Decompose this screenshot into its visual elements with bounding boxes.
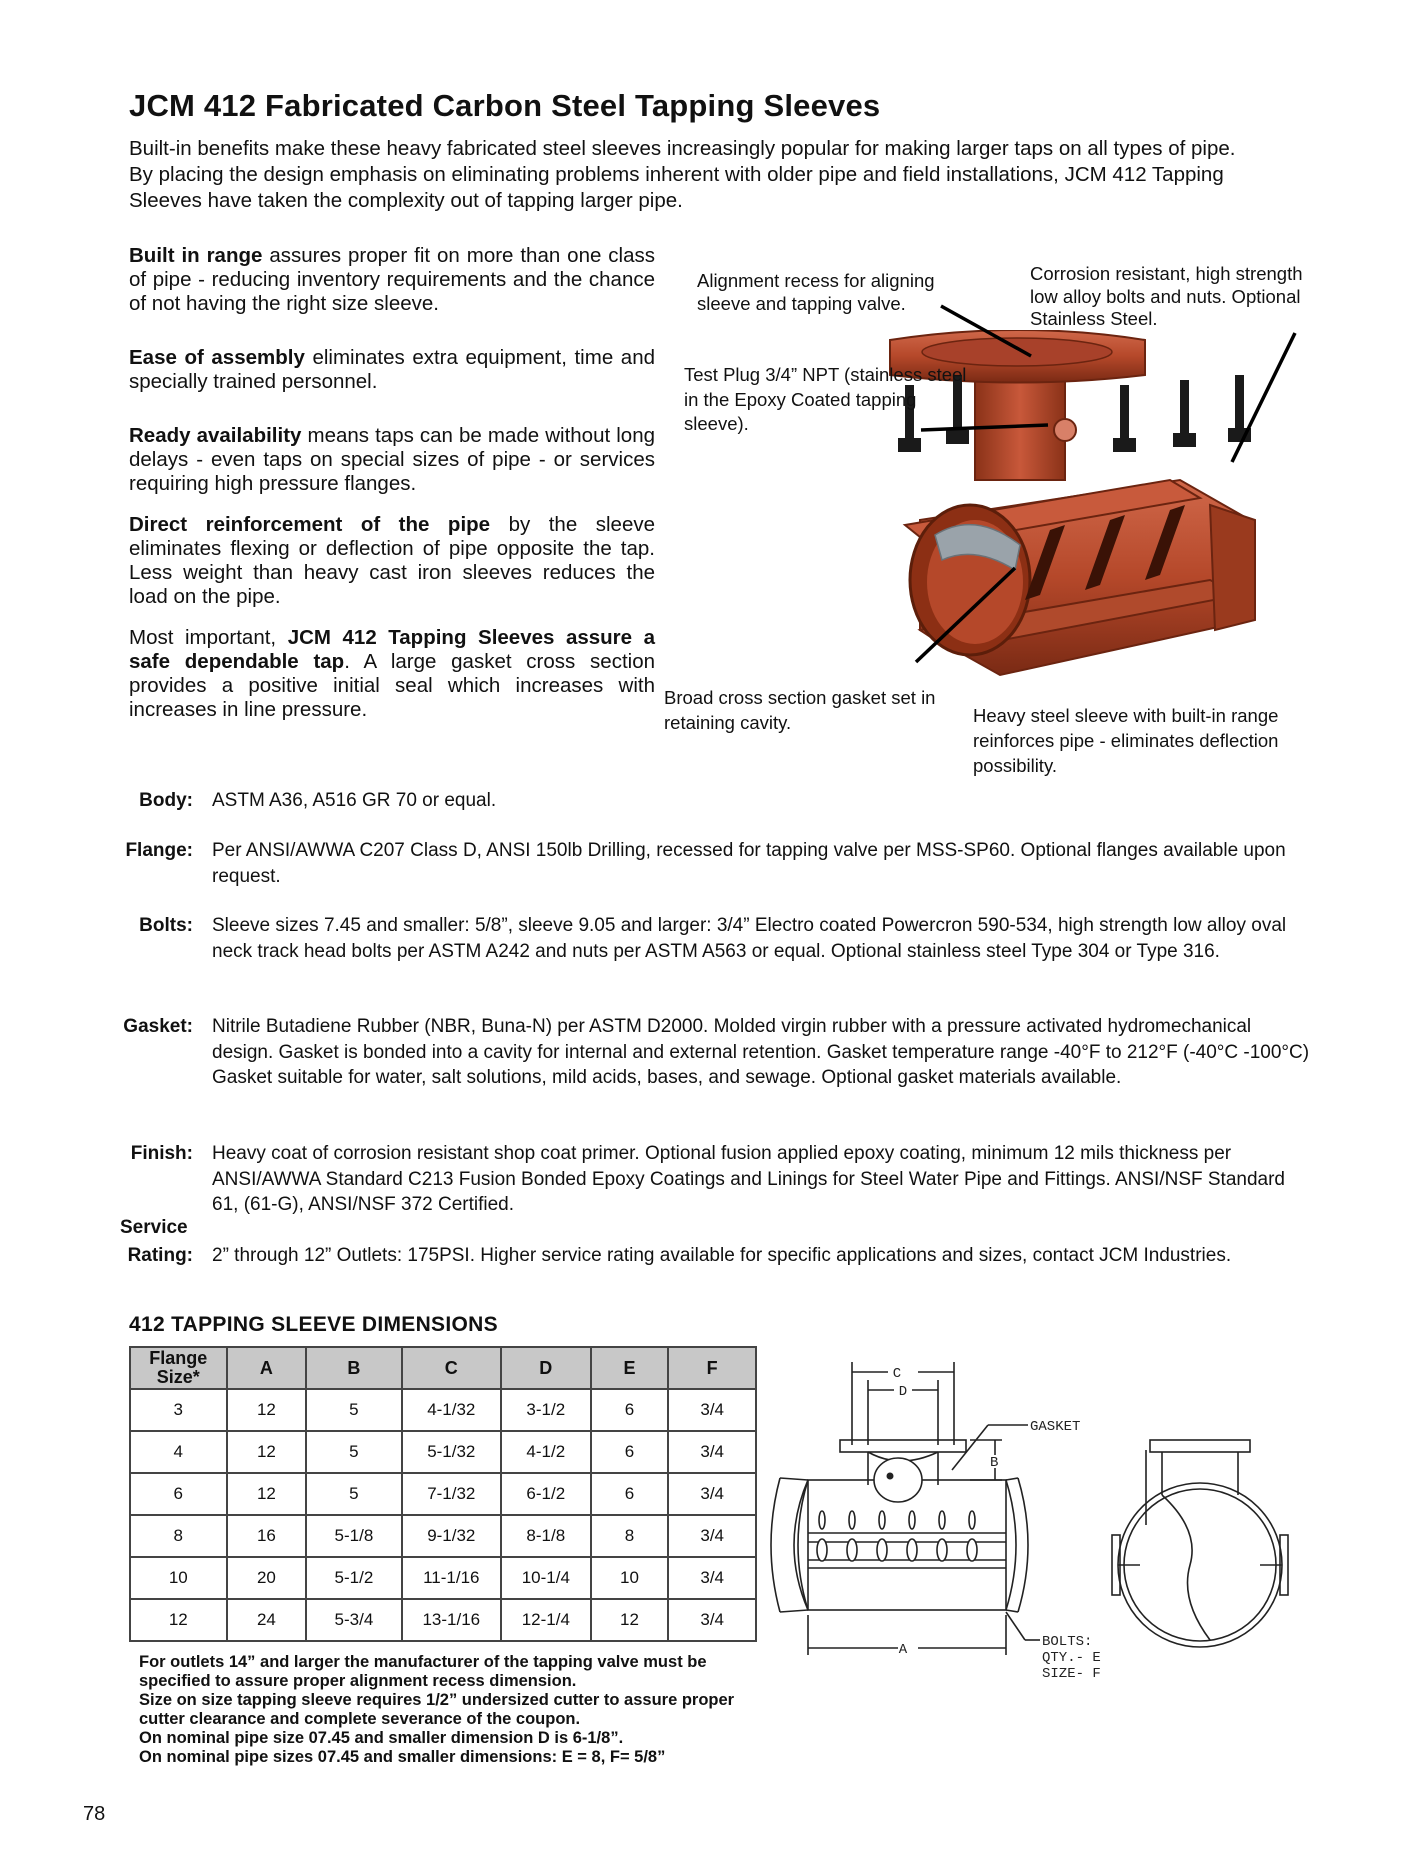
label-b: B — [990, 1455, 999, 1471]
table-row — [130, 1599, 756, 1641]
label-gasket: GASKET — [1030, 1419, 1081, 1435]
intro-paragraph: Built-in benefits make these heavy fabricated steel sleeves increasingly popular for making larger taps on all types of pipe. By placing the design emphasis on eliminating problems inherent with older pipe and field installations, JCM 412 Tapping Sleeves have taken the complexity out of tapping larger pipe. — [129, 137, 1236, 212]
table-row — [130, 1431, 756, 1473]
table-cell: 20 — [227, 1557, 307, 1599]
table-cell: 9-1/32 — [402, 1515, 501, 1557]
table-cell: 16 — [227, 1515, 307, 1557]
table-cell: 4-1/2 — [501, 1431, 591, 1473]
table-cell: 3/4 — [668, 1557, 756, 1599]
table-cell: 5 — [306, 1473, 401, 1515]
dimension-drawing — [770, 1350, 1410, 1680]
table-cell: 5 — [306, 1431, 401, 1473]
dimension-notes — [139, 1653, 759, 1767]
table-cell: 6 — [591, 1431, 669, 1473]
spec-label-finish: Finish: — [130, 1143, 193, 1164]
table-cell: 12 — [130, 1599, 227, 1641]
table-cell: 3/4 — [668, 1473, 756, 1515]
spec-text-body: ASTM A36, A516 GR 70 or equal. — [212, 790, 497, 811]
spec-label-flange: Flange: — [125, 840, 193, 861]
spec-text-bolts: Sleeve sizes 7.45 and smaller: 5/8”, sleeve 9.05 and larger: 3/4” Electro coated Powercron 590-534, high strength low alloy oval neck track head bolts per ASTM A242 and nuts per ASTM A563 or equal. Optional stainless steel Type 304 or Type 316. — [212, 915, 1287, 962]
table-cell: 12 — [227, 1473, 307, 1515]
table-row — [130, 1557, 756, 1599]
table-row — [130, 1473, 756, 1515]
table-cell: 6-1/2 — [501, 1473, 591, 1515]
table-cell: 4 — [130, 1431, 227, 1473]
column-header: B — [306, 1347, 401, 1389]
table-cell: 8 — [591, 1515, 669, 1557]
table-cell: 6 — [130, 1473, 227, 1515]
table-cell: 3/4 — [668, 1599, 756, 1641]
table-cell: 13-1/16 — [402, 1599, 501, 1641]
table-cell: 5 — [306, 1389, 401, 1431]
table-cell: 3/4 — [668, 1515, 756, 1557]
table-cell: 12-1/4 — [501, 1599, 591, 1641]
label-qty: QTY.- E — [1042, 1650, 1101, 1666]
spec-text-service-rating: 2” through 12” Outlets: 175PSI. Higher service rating available for specific applications and sizes, contact JCM Industries. — [212, 1245, 1232, 1266]
table-cell: 11-1/16 — [402, 1557, 501, 1599]
label-size: SIZE- F — [1042, 1666, 1101, 1680]
table-cell: 5-1/2 — [306, 1557, 401, 1599]
column-header: C — [402, 1347, 501, 1389]
note: On nominal pipe sizes 07.45 and smaller dimensions: E = 8, F= 5/8” — [139, 1748, 666, 1766]
spec-label-gasket: Gasket: — [123, 1016, 193, 1037]
spec-label-bolts: Bolts: — [139, 915, 193, 936]
feature-pre: Most important, — [129, 626, 288, 649]
spec-label-rating: Rating: — [127, 1245, 193, 1266]
table-cell: 6 — [591, 1473, 669, 1515]
callout-heavy-steel-sleeve: Heavy steel sleeve with built-in range reinforces pipe - eliminates deflection possibility. — [973, 705, 1279, 776]
feature-text: eliminates extra equipment, time and specially trained personnel. — [129, 346, 656, 393]
table-cell: 12 — [227, 1389, 307, 1431]
callout-alignment-recess: Alignment recess for aligning sleeve and tapping valve. — [697, 270, 935, 314]
table-cell: 10-1/4 — [501, 1557, 591, 1599]
table-cell: 3 — [130, 1389, 227, 1431]
feature-lead: JCM 412 Tapping Sleeves assure a safe dependable tap — [129, 626, 656, 673]
table-cell: 4-1/32 — [402, 1389, 501, 1431]
label-d: D — [898, 1384, 908, 1400]
table-header-row — [130, 1347, 756, 1389]
table-cell: 3/4 — [668, 1431, 756, 1473]
table-cell: 7-1/32 — [402, 1473, 501, 1515]
note: On nominal pipe size 07.45 and smaller dimension D is 6-1/8”. — [139, 1729, 624, 1747]
table-cell: 24 — [227, 1599, 307, 1641]
label-a: A — [898, 1642, 908, 1658]
column-header: D — [501, 1347, 591, 1389]
feature-text: means taps can be made without long delays - even taps on special sizes of pipe - or services requiring high pressure flanges. — [129, 424, 656, 495]
table-cell: 12 — [591, 1599, 669, 1641]
spec-label-body: Body: — [139, 790, 193, 811]
table-cell: 5-3/4 — [306, 1599, 401, 1641]
dimensions-table — [129, 1346, 757, 1642]
feature-lead: Direct reinforcement of the pipe — [129, 513, 491, 536]
callout-test-plug: Test Plug 3/4” NPT (stainless steel in the Epoxy Coated tapping sleeve). — [684, 364, 967, 434]
spec-text-flange: Per ANSI/AWWA C207 Class D, ANSI 150lb Drilling, recessed for tapping valve per MSS-SP60. Optional flanges available upon request. — [212, 840, 1286, 887]
spec-text-gasket: Nitrile Butadiene Rubber (NBR, Buna-N) per ASTM D2000. Molded virgin rubber with a pressure activated hydromechanical design. Gasket is bonded into a cavity for internal and external retention. Gasket temperature range -40°F to 212°F (-40°C -100°C) Gasket suitable for water, salt solutions, mild acids, bases, and sewage. Optional gasket materials available. — [212, 1016, 1310, 1088]
column-header: Flange Size* — [130, 1347, 227, 1389]
table-cell: 5-1/32 — [402, 1431, 501, 1473]
spec-label-service: Service — [120, 1217, 188, 1238]
table-cell: 10 — [130, 1557, 227, 1599]
label-bolts: BOLTS: — [1042, 1634, 1093, 1650]
table-row — [130, 1515, 756, 1557]
table-cell: 8 — [130, 1515, 227, 1557]
table-row — [130, 1389, 756, 1431]
page-number: 78 — [83, 1803, 106, 1825]
table-cell: 5-1/8 — [306, 1515, 401, 1557]
table-cell: 12 — [227, 1431, 307, 1473]
note: Size on size tapping sleeve requires 1/2” undersized cutter to assure proper cutter clearance and complete severance of the coupon. — [139, 1691, 735, 1728]
spec-text-finish: Heavy coat of corrosion resistant shop coat primer. Optional fusion applied epoxy coating, minimum 12 mils thickness per ANSI/AWWA Standard C213 Fusion Bonded Epoxy Coatings and Linings for Steel Water Pipe and Fittings. ANSI/NSF Standard 61, (61-G), ANSI/NSF 372 Certified. — [212, 1143, 1285, 1215]
table-cell: 10 — [591, 1557, 669, 1599]
feature-text: by the sleeve eliminates flexing or deflection of pipe opposite the tap. Less weight than heavy cast iron sleeves reduces the load on the pipe. — [129, 513, 655, 608]
table-cell: 6 — [591, 1389, 669, 1431]
dimensions-title: 412 TAPPING SLEEVE DIMENSIONS — [129, 1313, 498, 1336]
callout-gasket: Broad cross section gasket set in retaining cavity. — [664, 687, 936, 733]
table-cell: 8-1/8 — [501, 1515, 591, 1557]
label-c: C — [892, 1366, 902, 1382]
column-header: A — [227, 1347, 307, 1389]
page-title: JCM 412 Fabricated Carbon Steel Tapping Sleeves — [129, 88, 881, 123]
table-cell: 3-1/2 — [501, 1389, 591, 1431]
note: For outlets 14” and larger the manufacturer of the tapping valve must be specified to assure proper alignment recess dimension. — [139, 1653, 707, 1690]
feature-lead: Ease of assembly — [129, 346, 305, 369]
callout-corrosion-resistant: Corrosion resistant, high strength low alloy bolts and nuts. Optional Stainless Steel. — [1030, 263, 1303, 329]
feature-lead: Ready availability — [129, 424, 302, 447]
feature-text: . A large gasket cross section provides a positive initial seal which increases with increases in line pressure. — [129, 650, 655, 721]
column-header: F — [668, 1347, 756, 1389]
feature-text: assures proper fit on more than one class of pipe - reducing inventory requirements and the chance of not having the right size sleeve. — [129, 244, 655, 315]
table-cell: 3/4 — [668, 1389, 756, 1431]
column-header: E — [591, 1347, 669, 1389]
feature-lead: Built in range — [129, 244, 263, 267]
